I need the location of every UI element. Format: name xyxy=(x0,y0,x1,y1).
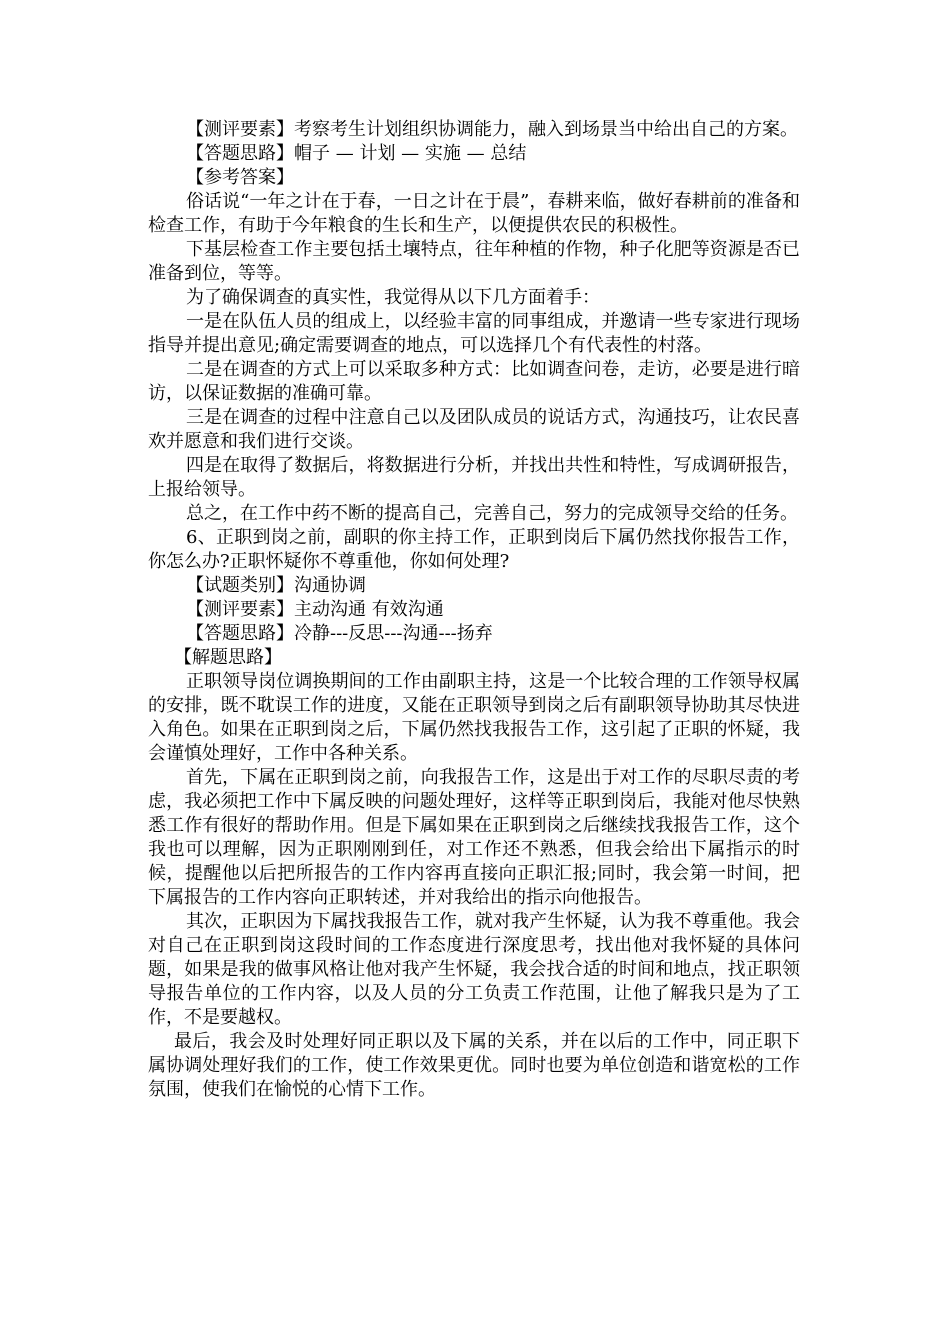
solution-paragraph-intro: 正职领导岗位调换期间的工作由副职主持，这是一个比较合理的工作领导权属的安排，既不耽误工作的进度，又能在正职领导到岗之后有副职领导协助其尽快进入角色。如果在正职到岗之后，下属仍然找我报告工作，这引起了正职的怀疑，我会谨慎处理好，工作中各种关系。 xyxy=(148,671,800,764)
answer-paragraph-third: 三是在调查的过程中注意自己以及团队成员的说话方式，沟通技巧，让农民喜欢并愿意和我们进行交谈。 xyxy=(148,407,800,452)
question-assessment-paragraph: 【测评要素】主动沟通 有效沟通 xyxy=(186,599,444,620)
solution-paragraph-first: 首先，下属在正职到岗之前，向我报告工作，这是出于对工作的尽职尽责的考虑，我必须把工作中下属反映的问题处理好，这样等正职到岗后，我能对他尽快熟悉工作有很好的帮助作用。但是下属如果在正职到岗之后继续找我报告工作，这个我也可以理解，因为正职刚刚到任，对工作还不熟悉，但我会给出下属指示的时候，提醒他以后把所报告的工作内容再直接向正职汇报;同时，我会第一时间，把下属报告的工作内容向正职转述，并对我给出的指示向他报告。 xyxy=(148,767,800,908)
question-category-paragraph: 【试题类别】沟通协调 xyxy=(186,575,366,596)
solution-heading: 【解题思路】 xyxy=(174,647,282,668)
assessment-elements-paragraph: 【测评要素】考察考生计划组织协调能力，融入到场景当中给出自己的方案。 xyxy=(186,119,798,140)
answer-paragraph-conclusion: 总之，在工作中药不断的提高自己，完善自己，努力的完成领导交给的任务。 xyxy=(186,503,798,524)
answer-paragraph-second: 二是在调查的方式上可以采取多种方式：比如调查问卷，走访，必要是进行暗访，以保证数据的准确可靠。 xyxy=(148,359,800,404)
answer-paragraph-aspects: 为了确保调查的真实性，我觉得从以下几方面着手： xyxy=(186,287,600,308)
answer-paragraph-first: 一是在队伍人员的组成上，以经验丰富的同事组成，并邀请一些专家进行现场指导并提出意见;确定需要调查的地点，可以选择几个有代表性的村落。 xyxy=(148,311,800,356)
answer-approach-paragraph: 【答题思路】帽子 — 计划 — 实施 — 总结 xyxy=(186,143,527,164)
solution-paragraph-last: 最后，我会及时处理好同正职以及下属的关系，并在以后的工作中，同正职下属协调处理好我们的工作，使工作效果更优。同时也要为单位创造和谐宽松的工作氛围，使我们在愉悦的心情下工作。 xyxy=(148,1031,800,1100)
solution-paragraph-second: 其次，正职因为下属找我报告工作，就对我产生怀疑，认为我不尊重他。我会对自己在正职到岗这段时间的工作态度进行深度思考，找出他对我怀疑的具体问题，如果是我的做事风格让他对我产生怀疑，我会找合适的时间和地点，找正职领导报告单位的工作内容，以及人员的分工负责工作范围，让他了解我只是为了工作，不是要越权。 xyxy=(148,911,800,1028)
reference-answer-heading: 【参考答案】 xyxy=(186,167,294,188)
document-page xyxy=(148,118,800,1102)
answer-paragraph-intro: 俗话说“一年之计在于春，一日之计在于晨”，春耕来临，做好春耕前的准备和检查工作，有助于今年粮食的生长和生产，以便提供农民的积极性。 xyxy=(148,191,800,236)
answer-paragraph-fourth: 四是在取得了数据后，将数据进行分析，并找出共性和特性，写成调研报告，上报给领导。 xyxy=(148,455,800,500)
answer-paragraph-inspection: 下基层检查工作主要包括土壤特点，往年种植的作物，种子化肥等资源是否已准备到位，等等。 xyxy=(148,239,800,284)
question-approach-paragraph: 【答题思路】冷静---反思---沟通---扬弃 xyxy=(186,623,493,644)
question-six-paragraph: 6、正职到岗之前，副职的你主持工作，正职到岗后下属仍然找你报告工作，你怎么办?正职怀疑你不尊重他，你如何处理? xyxy=(148,527,800,572)
